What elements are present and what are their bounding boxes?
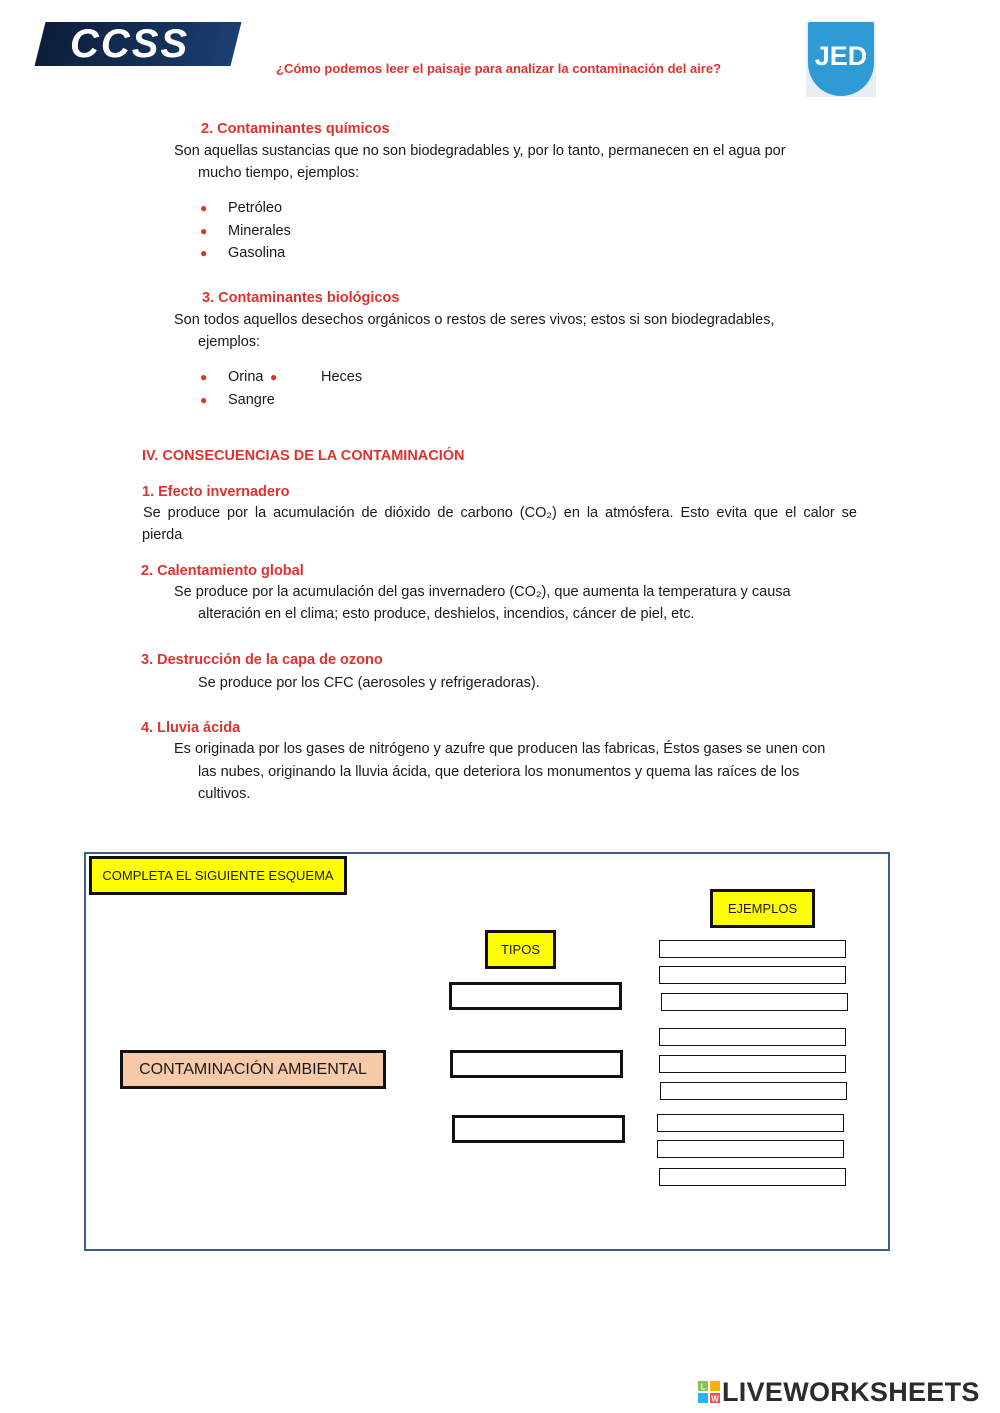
list-item: Heces — [321, 369, 363, 385]
ccss-logo-text: CCSS — [70, 22, 190, 66]
consequence-text: alteración en el clima; esto produce, deshielos, incendios, cáncer de piel, etc. — [198, 606, 695, 622]
bullet-icon: ● — [200, 223, 208, 238]
example-input-5[interactable] — [659, 1055, 846, 1073]
consequence-text: Se produce por la acumulación de dióxido de carbono (CO₂) en la atmósfera. Esto evita que el calor se — [143, 505, 857, 521]
schema-instruction: COMPLETA EL SIGUIENTE ESQUEMA — [89, 856, 347, 895]
chemical-list — [200, 197, 400, 265]
main-concept-box: CONTAMINACIÓN AMBIENTAL — [120, 1050, 386, 1089]
list-item: Sangre — [228, 391, 275, 408]
consequences-heading: IV. CONSECUENCIAS DE LA CONTAMINACIÓN — [142, 448, 465, 464]
list-item: ● Gasolina — [200, 242, 400, 265]
consequence-text: Se produce por la acumulación del gas invernadero (CO₂), que aumenta la temperatura y causa — [174, 584, 791, 600]
example-input-6[interactable] — [660, 1082, 847, 1100]
type-input-1[interactable] — [449, 982, 622, 1010]
jed-logo-text: JED — [814, 41, 868, 71]
consequence-title: 2. Calentamiento global — [141, 563, 304, 579]
examples-label: EJEMPLOS — [710, 889, 815, 928]
bullet-icon: ● — [200, 370, 208, 384]
biological-text-line2: ejemplos: — [198, 334, 261, 350]
consequence-text: pierda — [142, 527, 183, 543]
biological-list — [200, 366, 500, 412]
example-input-4[interactable] — [659, 1028, 846, 1046]
biological-text-line1: Son todos aquellos desechos orgánicos o restos de seres vivos; estos si son biodegradables, — [174, 312, 775, 328]
type-input-3[interactable] — [452, 1115, 625, 1143]
bullet-icon: ● — [270, 370, 278, 384]
chemical-text-line1: Son aquellas sustancias que no son biodegradables y, por lo tanto, permanecen en el agua por — [174, 143, 786, 159]
example-input-3[interactable] — [661, 993, 848, 1011]
consequence-text: cultivos. — [198, 786, 251, 802]
example-input-2[interactable] — [659, 966, 846, 984]
liveworksheets-logo-icon — [698, 1381, 720, 1403]
consequence-text: las nubes, originando la lluvia ácida, que deteriora los monumentos y quema las raíces de los — [198, 764, 800, 780]
example-input-8[interactable] — [657, 1140, 844, 1158]
list-item: Orina — [228, 369, 264, 385]
list-item: ● Minerales — [200, 220, 400, 243]
consequence-title: 4. Lluvia ácida — [141, 720, 241, 736]
svg-text:W: W — [711, 1394, 719, 1403]
chemical-text-line2: mucho tiempo, ejemplos: — [198, 165, 360, 181]
types-label: TIPOS — [485, 930, 556, 969]
bullet-icon: ● — [200, 201, 208, 215]
consequence-title: 3. Destrucción de la capa de ozono — [141, 652, 383, 668]
example-input-9[interactable] — [659, 1168, 846, 1186]
consequence-title: 1. Efecto invernadero — [142, 484, 290, 500]
consequence-text: Es originada por los gases de nitrógeno y azufre que producen las fabricas, Éstos gases se unen con — [174, 741, 826, 757]
svg-text:L: L — [700, 1382, 706, 1392]
example-input-1[interactable] — [659, 940, 846, 958]
type-input-2[interactable] — [450, 1050, 623, 1078]
liveworksheets-brand: LIVEWORKSHEETS — [722, 1377, 980, 1407]
chemical-heading: 2. Contaminantes químicos — [201, 121, 390, 137]
biological-heading: 3. Contaminantes biológicos — [202, 290, 400, 306]
header-question: ¿Cómo podemos leer el paisaje para analizar la contaminación del aire? — [276, 61, 722, 76]
list-item: ● Petróleo — [200, 197, 400, 220]
bullet-icon: ● — [200, 392, 208, 407]
example-input-7[interactable] — [657, 1114, 844, 1132]
consequence-text: Se produce por los CFC (aerosoles y refrigeradoras). — [198, 675, 540, 691]
bullet-icon: ● — [200, 246, 208, 260]
